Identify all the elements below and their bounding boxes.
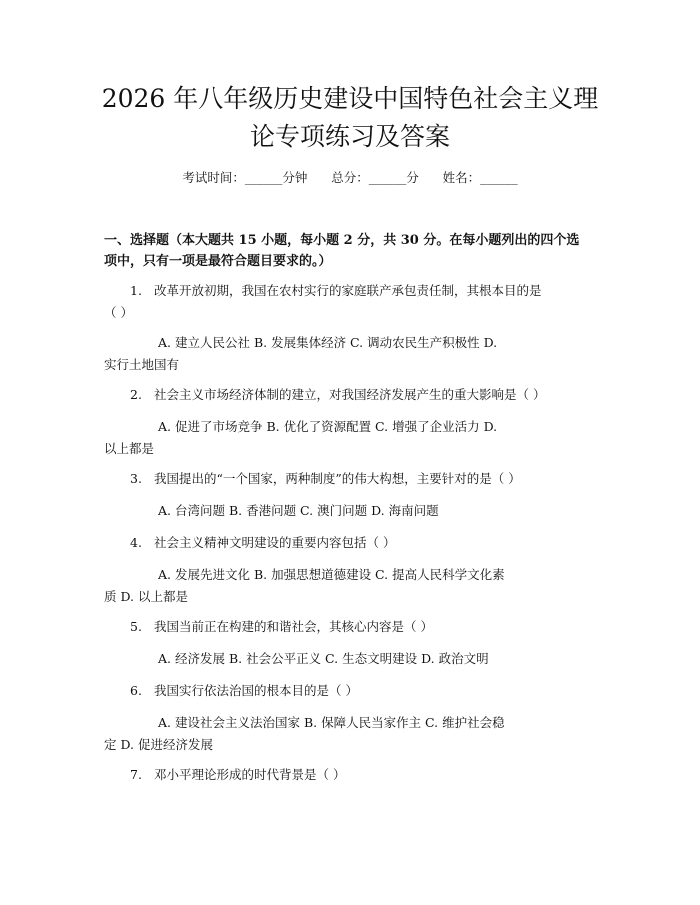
question-number: 1. — [130, 283, 142, 298]
question-3 — [104, 468, 614, 490]
options-line: A. 发展先进文化 B. 加强思想道德建设 C. 提高人民科学文化素 — [158, 567, 505, 582]
question-1-options — [104, 332, 614, 376]
options-line: A. 促进了市场竞争 B. 优化了资源配置 C. 增强了企业活力 D. — [158, 419, 498, 434]
options-line: A. 建立人民公社 B. 发展集体经济 C. 调动农民生产积极性 D. — [158, 335, 498, 350]
question-6 — [104, 680, 614, 702]
question-5 — [104, 616, 614, 638]
options-line: A. 建设社会主义法治国家 B. 保障人民当家作主 C. 维护社会稳 — [158, 715, 505, 730]
question-number: 2. — [130, 387, 142, 402]
section-heading-choice — [104, 230, 624, 272]
question-stem: 改革开放初期，我国在农村实行的家庭联产承包责任制，其根本目的是 — [154, 283, 542, 298]
exam-meta-line: 考试时间：______分钟 总分：______分 姓名：______ — [182, 170, 518, 185]
question-number: 3. — [130, 471, 142, 486]
options-line-continuation: 质 D. 以上都是 — [104, 589, 188, 604]
question-4 — [104, 532, 614, 554]
section-heading-line-2: 项中，只有一项是最符合题目要求的。） — [104, 254, 332, 269]
question-2 — [104, 384, 614, 406]
document-title — [70, 80, 630, 156]
options-line: A. 台湾问题 B. 香港问题 C. 澳门问题 D. 海南问题 — [158, 503, 439, 518]
title-line-2: 论专项练习及答案 — [249, 122, 450, 151]
question-4-options — [104, 564, 614, 608]
question-5-options — [104, 648, 614, 670]
question-number: 5. — [130, 619, 142, 634]
question-6-options — [104, 712, 614, 756]
question-2-options — [104, 416, 614, 460]
question-stem-continuation: （ ） — [104, 305, 133, 320]
question-stem: 我国提出的“一个国家，两种制度”的伟大构想，主要针对的是（ ） — [154, 471, 521, 486]
options-line: A. 经济发展 B. 社会公平正义 C. 生态文明建设 D. 政治文明 — [158, 651, 489, 666]
question-number: 7. — [130, 767, 142, 782]
question-7 — [104, 764, 614, 786]
question-stem: 社会主义市场经济体制的建立，对我国经济发展产生的重大影响是（ ） — [154, 387, 546, 402]
question-1 — [104, 280, 614, 324]
options-line-continuation: 定 D. 促进经济发展 — [104, 737, 213, 752]
options-line-continuation: 以上都是 — [104, 441, 155, 456]
title-line-1: 2026 年八年级历史建设中国特色社会主义理 — [101, 84, 599, 113]
question-stem: 社会主义精神文明建设的重要内容包括（ ） — [154, 535, 396, 550]
question-number: 6. — [130, 683, 142, 698]
question-stem: 邓小平理论形成的时代背景是（ ） — [154, 767, 346, 782]
options-line-continuation: 实行土地国有 — [104, 357, 180, 372]
question-number: 4. — [130, 535, 142, 550]
section-heading-line-1: 一、选择题（本大题共 15 小题，每小题 2 分，共 30 分。在每小题列出的四个选 — [104, 233, 580, 248]
question-stem: 我国当前正在构建的和谐社会，其核心内容是（ ） — [154, 619, 433, 634]
question-stem: 我国实行依法治国的根本目的是（ ） — [154, 683, 358, 698]
question-3-options — [104, 500, 614, 522]
